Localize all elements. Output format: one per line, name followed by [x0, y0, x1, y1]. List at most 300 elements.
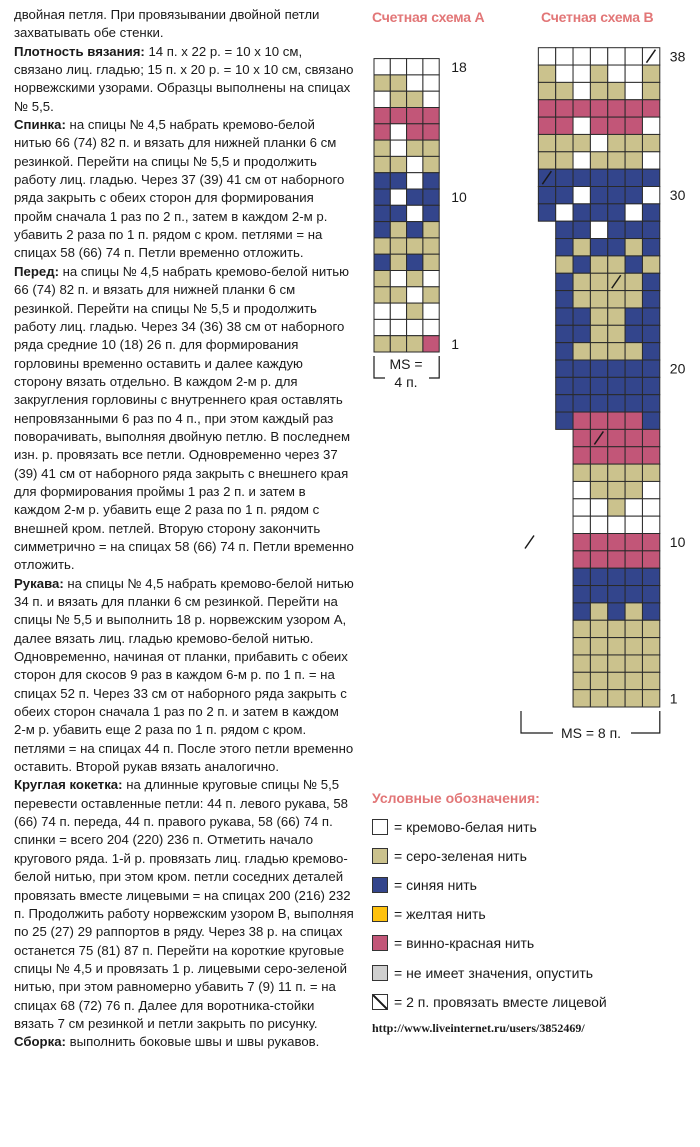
chart-a-cell	[374, 173, 390, 189]
legend-item	[372, 958, 692, 987]
chart-b-cell	[538, 152, 555, 169]
chart-b-cell	[573, 152, 590, 169]
chart-b-cell	[590, 187, 607, 204]
chart-a-cell	[407, 59, 423, 75]
color-swatch	[372, 819, 388, 835]
chart-a-cell	[390, 287, 406, 303]
chart-b-cell	[538, 187, 555, 204]
chart-b-cell	[573, 48, 590, 65]
chart-b-cell	[642, 447, 659, 464]
chart-b-cell	[590, 65, 607, 82]
chart-b-cell	[590, 273, 607, 290]
chart-b-cell	[625, 82, 642, 99]
chart-b-cell	[573, 638, 590, 655]
chart-b-cell	[573, 256, 590, 273]
chart-b-cell	[608, 620, 625, 637]
chart-b-cell	[625, 534, 642, 551]
chart-a-cell	[407, 303, 423, 319]
paragraph: Спинка: на спицы № 4,5 набрать кремово-белой нитью 66 (74) 82 п. и вязать для нижней планки 6 см резинкой. Перейти на спицы № 5,5 и продолжить работу лиц. гладью. Через 37 (39) 41 см от наборного ряда закрыть с обеих сторон для формирования пройм сначала 1 раз по 2 п., затем в каждом 2-м р. убавить 2 раза по 1 п. рядом с кром. петлями = на спицах 58 (66) 74 п. Петли временно отложить.	[14, 117, 345, 261]
chart-a-cell	[407, 140, 423, 156]
chart-b-cell	[590, 134, 607, 151]
chart-b-cell	[642, 638, 659, 655]
chart-a-cell	[407, 156, 423, 172]
chart-b-cell	[573, 516, 590, 533]
chart-b-cell	[556, 273, 573, 290]
chart-b-cell	[608, 360, 625, 377]
chart-b-cell	[625, 273, 642, 290]
chart-b-cell	[642, 256, 659, 273]
chart-b-cell	[608, 187, 625, 204]
chart-b-cell	[573, 308, 590, 325]
legend-label: = желтая нить	[394, 906, 486, 923]
chart-b-cell	[556, 204, 573, 221]
chart-b-cell	[608, 221, 625, 238]
chart-b-cell	[556, 291, 573, 308]
chart-b-cell	[642, 690, 659, 707]
chart-b-cell	[608, 239, 625, 256]
chart-b-cell	[642, 100, 659, 117]
chart-a-cell	[423, 287, 439, 303]
legend-label: = не имеет значения, опустить	[394, 964, 594, 981]
chart-b-cell	[556, 117, 573, 134]
chart-b-cell	[590, 447, 607, 464]
row-label: 1	[669, 690, 678, 707]
chart-b-cell	[608, 343, 625, 360]
chart-b-cell	[642, 672, 659, 689]
chart-b-cell	[625, 568, 642, 585]
chart-a-cell	[390, 59, 406, 75]
chart-a-cell	[407, 189, 423, 205]
chart-b-cell	[538, 117, 555, 134]
paragraph: Круглая кокетка: на длинные круговые спицы № 5,5 перевести оставленные петли: 44 п. левого рукава, 58 (66) 74 п. переда, 44 п. правого рукава, 58 (66) 74 п. спинки = всего 204 (220) 236 п. Отметить начало кругового ряда. 1-й р. провязать лиц. гладью кремово-белой нитью, при этом кром. петли соседних деталей провязать вместе лицевыми = на спицах 200 (216) 232 п. Продолжить работу норвежским узором В, выполняя по 25 (27) 29 раппортов в ряду. Через 38 р. на спицах останется 75 (81) 87 п. Перейти на короткие круговые спицы № 4,5 и провязать 1 р. лицевыми серо-зеленой нитью, при этом равномерно убавить 7 (9) 11 п. = на спицах 68 (72) 76 п. Далее для воротника-стойки вязать 7 см резинкой и петли закрыть по рисунку.	[14, 777, 354, 1031]
chart-b-cell	[642, 325, 659, 342]
chart-a-title: Счетная схема А	[372, 9, 485, 25]
chart-a-cell	[407, 108, 423, 124]
chart-a-cell	[374, 336, 390, 352]
color-swatch	[372, 965, 388, 981]
chart-a-cell	[390, 205, 406, 221]
chart-b-title: Счетная схема В	[541, 9, 654, 25]
chart-b-cell	[625, 65, 642, 82]
chart-b-cell	[642, 221, 659, 238]
chart-b-cell	[573, 603, 590, 620]
legend-label: = 2 п. провязать вместе лицевой	[394, 993, 607, 1010]
chart-b-cell	[625, 152, 642, 169]
chart-b-cell	[608, 152, 625, 169]
chart-a-cell	[423, 75, 439, 91]
chart-b-cell	[538, 134, 555, 151]
chart-b-cell	[573, 360, 590, 377]
chart-b-cell	[625, 551, 642, 568]
chart-b-cell	[608, 82, 625, 99]
chart-a-cell	[423, 319, 439, 335]
chart-b-cell	[590, 82, 607, 99]
chart-a-cell	[374, 75, 390, 91]
chart-b-cell	[573, 586, 590, 603]
chart-a-cell	[407, 254, 423, 270]
chart-b-cell	[608, 377, 625, 394]
chart-b-cell	[538, 65, 555, 82]
chart-b-cell	[625, 134, 642, 151]
chart-b-cell	[590, 481, 607, 498]
chart-a-cell	[390, 108, 406, 124]
chart-a-cell	[374, 156, 390, 172]
chart-a-cell	[374, 254, 390, 270]
chart-b-cell	[625, 672, 642, 689]
chart-b-cell	[590, 464, 607, 481]
chart-b-cell	[642, 65, 659, 82]
row-label: 38	[669, 48, 686, 65]
chart-b-cell	[573, 273, 590, 290]
chart-a-cell	[423, 222, 439, 238]
chart-a-cell	[423, 336, 439, 352]
chart-b-cell	[642, 516, 659, 533]
chart-a-cell	[390, 222, 406, 238]
chart-b-cell	[556, 239, 573, 256]
chart-b-cell	[608, 204, 625, 221]
paragraph-heading: Спинка:	[14, 117, 66, 133]
legend-item	[372, 987, 692, 1016]
chart-b-cell	[608, 117, 625, 134]
chart-b-cell	[556, 343, 573, 360]
chart-b-cell	[625, 690, 642, 707]
paragraph: Плотность вязания: 14 п. х 22 р. = 10 х 10 см, связано лиц. гладью; 15 п. х 20 р. = 10 х 10 см, связано норвежскими узорами. Образцы выполнены на спицах № 5,5.	[14, 43, 354, 114]
row-label: 18	[451, 58, 467, 75]
chart-a-cell	[423, 140, 439, 156]
chart-a-cell	[423, 238, 439, 254]
chart-b-cell	[556, 82, 573, 99]
chart-b-cell	[625, 291, 642, 308]
chart-a-cell	[374, 222, 390, 238]
chart-a-cell	[390, 173, 406, 189]
chart-b-cell	[608, 603, 625, 620]
chart-b-cell	[608, 672, 625, 689]
chart-a-cell	[407, 287, 423, 303]
chart-b-cell	[556, 256, 573, 273]
chart-b-cell	[625, 499, 642, 516]
chart-a-cell	[423, 189, 439, 205]
chart-b-cell	[608, 256, 625, 273]
chart-b-cell	[608, 499, 625, 516]
chart-b-cell	[625, 447, 642, 464]
chart-b-cell	[590, 100, 607, 117]
chart-b-cell	[573, 568, 590, 585]
chart-b-cell	[590, 152, 607, 169]
chart-a-cell	[407, 91, 423, 107]
chart-b-cell	[608, 516, 625, 533]
chart-a-cell	[390, 303, 406, 319]
chart-b-cell	[608, 395, 625, 412]
legend-title: Условные обозначения:	[372, 790, 540, 806]
chart-b-cell	[573, 343, 590, 360]
chart-b-cell	[556, 187, 573, 204]
chart-b-cell	[573, 429, 590, 446]
chart-b-cell	[608, 481, 625, 498]
chart-a-cell	[390, 124, 406, 140]
chart-b-cell	[590, 672, 607, 689]
chart-b-cell	[573, 377, 590, 394]
chart-b-cell	[642, 169, 659, 186]
chart-b-cell	[573, 82, 590, 99]
row-label: 20	[669, 360, 686, 377]
chart-b-cell	[608, 412, 625, 429]
source-url: http://www.liveinternet.ru/users/3852469/	[372, 1021, 585, 1035]
chart-b-cell	[573, 481, 590, 498]
chart-b-cell	[642, 343, 659, 360]
paragraph: Перед: на спицы № 4,5 набрать кремово-белой нитью 66 (74) 82 п. и вязать для нижней планки 6 см резинкой. Перейти на спицы № 5,5 и продолжить работу лиц. гладью. Через 34 (36) 38 см от наборного ряда средние 10 (18) 26 п. для формирования горловины временно оставить и далее каждую сторону вязать отдельно. В каждом 2-м р. для закругления горловины с внутреннего края оставлять непровязанными 6 раз по 4 п., при этом каждый раз поворачивать, выполняя двойную петлю. В последнем изн. р. провязать все петли. Одновременно через 37 (39) 41 см от наборного ряда закрыть с внешнего края для формирования проймы 1 раз 2 п. и затем в каждом 2-м р. убавить еще 2 раза по 1 п. рядом с внешней кром. петлей. Вторую сторону закончить симметрично = на спицах 58 (66) 74 п. Петли временно отложить.	[14, 263, 354, 573]
chart-b-cell	[625, 429, 642, 446]
chart-b-cell	[556, 134, 573, 151]
chart-a-cell	[423, 91, 439, 107]
chart-b-cell	[642, 273, 659, 290]
color-swatch	[372, 877, 388, 893]
paragraph-heading: Плотность вязания:	[14, 43, 145, 59]
chart-b-cell	[573, 325, 590, 342]
chart-b-cell	[573, 672, 590, 689]
chart-b-cell	[556, 412, 573, 429]
row-label: 1	[451, 335, 459, 352]
chart-a-cell	[423, 303, 439, 319]
chart-b-cell	[556, 308, 573, 325]
chart-b-cell	[556, 395, 573, 412]
chart-a-cell	[407, 124, 423, 140]
chart-a-cell	[423, 271, 439, 287]
paragraph: Рукава: на спицы № 4,5 набрать кремово-белой нитью 34 п. и вязать для планки 6 см резинкой. Перейти на спицы № 5,5 и выполнить 18 р. норвежским узором А, далее вязать лиц. гладью кремово-белой нитью. Одновременно, начиная от планки, прибавить с обеих сторон для скосов 9 раз в каждом 6-м р. по 1 п. = на спицах 52 п. Через 33 см от наборного ряда закрыть с обеих сторон сначала 1 раз по 2 п. и затем в каждом 2-м р. убавить еще 2 раза по 1 п. рядом с кром. петлями = на спицах 44 п. После этого петли временно оставить. Второй рукав вязать аналогично.	[14, 575, 354, 775]
chart-b-cell	[608, 169, 625, 186]
chart-b-cell	[590, 117, 607, 134]
legend-label: = кремово-белая нить	[394, 818, 537, 835]
chart-b-cell	[608, 534, 625, 551]
chart-a-cell	[423, 156, 439, 172]
chart-a-cell	[390, 254, 406, 270]
chart-b-cell	[573, 412, 590, 429]
chart-b-cell	[590, 325, 607, 342]
chart-b-cell	[625, 412, 642, 429]
chart-b-cell	[625, 586, 642, 603]
chart-b-cell	[625, 48, 642, 65]
legend-item	[372, 929, 692, 958]
legend	[372, 790, 692, 1016]
chart-b-cell	[590, 655, 607, 672]
chart-a-cell	[390, 238, 406, 254]
chart-b-cell	[590, 48, 607, 65]
chart-b-cell	[590, 534, 607, 551]
chart-b-cell	[590, 412, 607, 429]
chart-b-cell	[590, 221, 607, 238]
chart-a-cell	[374, 238, 390, 254]
paragraph-heading: Рукава:	[14, 575, 64, 591]
chart-a-cell	[374, 303, 390, 319]
chart-a-cell	[390, 271, 406, 287]
legend-items	[372, 812, 692, 1016]
chart-b-cell	[642, 360, 659, 377]
chart-b-cell	[556, 377, 573, 394]
chart-a-cell	[423, 108, 439, 124]
chart-b-cell	[642, 291, 659, 308]
chart-a-cell	[407, 205, 423, 221]
paragraph-heading: Перед:	[14, 263, 59, 279]
chart-b-cell	[625, 516, 642, 533]
chart-a-cell	[423, 59, 439, 75]
chart-b-cell	[608, 638, 625, 655]
chart-b-cell	[625, 343, 642, 360]
chart-b-cell	[538, 100, 555, 117]
legend-item	[372, 870, 692, 899]
chart-a-cell	[390, 336, 406, 352]
chart-b-cell	[590, 291, 607, 308]
chart-b-cell	[590, 308, 607, 325]
chart-b-cell	[642, 204, 659, 221]
chart-b-cell	[642, 586, 659, 603]
chart-b-cell	[590, 360, 607, 377]
chart-b-cell	[590, 586, 607, 603]
chart-b-cell	[642, 377, 659, 394]
chart-b-cell	[642, 603, 659, 620]
chart-a-cell	[423, 173, 439, 189]
chart-b-cell	[573, 447, 590, 464]
row-label: 10	[451, 189, 467, 206]
chart-a-cell	[374, 59, 390, 75]
chart-b-cell	[625, 187, 642, 204]
chart-b-cell	[625, 464, 642, 481]
chart-b-cell	[642, 429, 659, 446]
chart-a-cell	[407, 238, 423, 254]
chart-b-cell	[642, 395, 659, 412]
chart-b-cell	[556, 221, 573, 238]
legend-item	[372, 841, 692, 870]
chart-b-cell	[573, 464, 590, 481]
chart-b-cell	[608, 308, 625, 325]
paragraph: двойная петля. При провязывании двойной петли захватывать обе стенки.	[14, 7, 320, 41]
chart-b-cell	[625, 117, 642, 134]
chart-b-cell	[538, 82, 555, 99]
chart-b-cell	[625, 395, 642, 412]
chart-b-cell	[608, 65, 625, 82]
ms-count: 4 п.	[394, 374, 418, 390]
chart-b-cell	[642, 187, 659, 204]
chart-a-cell	[390, 140, 406, 156]
chart-b-cell	[538, 48, 555, 65]
chart-a-cell	[374, 140, 390, 156]
chart-b-cell	[590, 256, 607, 273]
chart-b-cell	[573, 690, 590, 707]
chart-b-cell	[573, 620, 590, 637]
decrease-mark	[525, 536, 534, 549]
chart-a-cell	[423, 205, 439, 221]
chart-a-cell	[374, 189, 390, 205]
legend-item	[372, 812, 692, 841]
chart-b-cell	[590, 239, 607, 256]
chart-b-cell	[573, 100, 590, 117]
chart-a-cell	[423, 254, 439, 270]
chart-b-cell	[608, 655, 625, 672]
chart-a-cell	[390, 319, 406, 335]
chart-b-cell	[608, 325, 625, 342]
chart-a-cell	[407, 173, 423, 189]
chart-b-cell	[642, 464, 659, 481]
chart-a-cell	[407, 319, 423, 335]
chart-b-cell	[590, 516, 607, 533]
chart-b-cell	[625, 655, 642, 672]
chart-b-cell	[625, 221, 642, 238]
chart-b-cell	[608, 586, 625, 603]
chart-b-cell	[538, 204, 555, 221]
chart-b-cell	[625, 377, 642, 394]
chart-b-cell	[573, 221, 590, 238]
chart-b-cell	[642, 655, 659, 672]
chart-b-cell	[625, 169, 642, 186]
chart-b-cell	[642, 499, 659, 516]
chart-b-cell	[556, 100, 573, 117]
chart-b-cell	[608, 551, 625, 568]
chart-a-cell	[374, 108, 390, 124]
chart-b-cell	[625, 620, 642, 637]
chart-b-cell	[590, 377, 607, 394]
chart-b-cell	[625, 325, 642, 342]
chart-b-cell	[642, 239, 659, 256]
chart-b-cell	[642, 534, 659, 551]
chart-b-cell	[590, 690, 607, 707]
chart-b-cell	[573, 169, 590, 186]
legend-item	[372, 900, 692, 929]
chart-b-cell	[625, 204, 642, 221]
chart-b-cell	[642, 117, 659, 134]
chart-b-cell	[625, 308, 642, 325]
chart-b-cell	[573, 239, 590, 256]
chart-b-cell	[590, 499, 607, 516]
chart-b-cell	[590, 343, 607, 360]
chart-b-cell	[608, 48, 625, 65]
chart-b-cell	[642, 82, 659, 99]
chart-b-cell	[573, 187, 590, 204]
chart-b-cell	[642, 152, 659, 169]
legend-label: = винно-красная нить	[394, 935, 535, 952]
chart-b-cell	[608, 100, 625, 117]
chart-b-cell	[590, 620, 607, 637]
color-swatch	[372, 906, 388, 922]
legend-label: = синяя нить	[394, 876, 477, 893]
chart-b-cell	[625, 638, 642, 655]
chart-b-cell	[608, 134, 625, 151]
chart-b-cell	[573, 65, 590, 82]
paragraph: Сборка: выполнить боковые швы и швы рукавов.	[14, 1034, 320, 1050]
legend-label: = серо-зеленая нить	[394, 847, 527, 864]
chart-b-cell	[590, 551, 607, 568]
chart-b-cell	[556, 325, 573, 342]
chart-a-cell	[374, 271, 390, 287]
chart-a-cell	[407, 75, 423, 91]
chart-b-cell	[556, 65, 573, 82]
chart-a-cell	[390, 91, 406, 107]
chart-b-cell	[625, 256, 642, 273]
chart-b-cell	[556, 360, 573, 377]
chart-a-cell	[374, 205, 390, 221]
chart-b-cell	[573, 134, 590, 151]
chart-b-cell	[573, 395, 590, 412]
chart-a-cell	[390, 75, 406, 91]
chart-a-cell	[407, 222, 423, 238]
chart-b-cell	[608, 429, 625, 446]
decrease-swatch-icon	[372, 994, 388, 1010]
chart-b-cell	[573, 291, 590, 308]
chart-b-cell	[625, 481, 642, 498]
row-label: 30	[669, 187, 686, 204]
chart-b-cell	[625, 100, 642, 117]
chart-b-cell	[642, 568, 659, 585]
chart-b-cell	[573, 551, 590, 568]
chart-b-cell	[573, 534, 590, 551]
color-swatch	[372, 848, 388, 864]
